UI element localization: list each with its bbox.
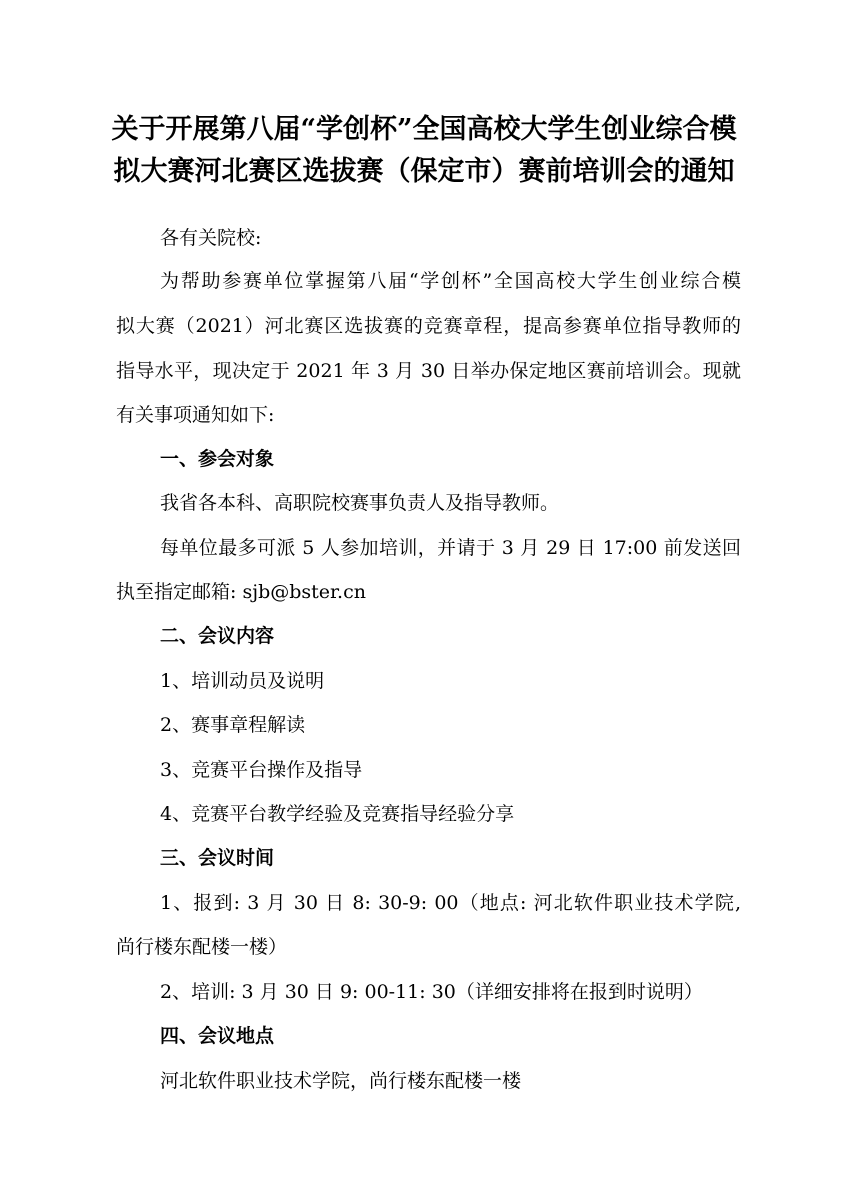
intro-line-2: 拟大赛（2021）河北赛区选拔赛的竞赛章程，提高参赛单位指导教师的 xyxy=(116,315,741,337)
section-2-item-3: 3、竞赛平台操作及指导 xyxy=(160,759,363,781)
section-2-item-2: 2、赛事章程解读 xyxy=(160,714,306,736)
salutation: 各有关院校: xyxy=(160,227,262,249)
section-4-paragraph: 河北软件职业技术学院，尚行楼东配楼一楼 xyxy=(160,1070,522,1092)
intro-line-3: 指导水平，现决定于 2021 年 3 月 30 日举办保定地区赛前培训会。现就 xyxy=(116,360,741,382)
title-line-1: 关于开展第八届“学创杯”全国高校大学生创业综合模 xyxy=(111,114,737,145)
section-3-item-1-line-1: 1、报到: 3 月 30 日 8: 30-9: 00（地点: 河北软件职业技术学院, xyxy=(160,892,741,914)
section-1-paragraph-1: 我省各本科、高职院校赛事负责人及指导教师。 xyxy=(160,492,560,514)
section-2-item-1: 1、培训动员及说明 xyxy=(160,670,325,692)
intro-line-4: 有关事项通知如下: xyxy=(116,404,275,426)
section-1-paragraph-2-line-2: 执至指定邮箱: sjb@bster.cn xyxy=(116,581,366,603)
section-2-heading: 二、会议内容 xyxy=(160,625,275,647)
section-1-paragraph-2-line-1: 每单位最多可派 5 人参加培训，并请于 3 月 29 日 17:00 前发送回 xyxy=(160,537,741,559)
section-2-item-4: 4、竞赛平台教学经验及竞赛指导经验分享 xyxy=(160,803,515,825)
section-3-item-1-line-2: 尚行楼东配楼一楼） xyxy=(116,936,288,958)
section-3-item-2: 2、培训: 3 月 30 日 9: 00-11: 30（详细安排将在报到时说明） xyxy=(160,981,703,1003)
section-1-heading: 一、参会对象 xyxy=(160,448,275,470)
section-3-heading: 三、会议时间 xyxy=(160,847,275,869)
intro-line-1: 为帮助参赛单位掌握第八届“学创杯”全国高校大学生创业综合模 xyxy=(160,270,741,292)
section-4-heading: 四、会议地点 xyxy=(160,1025,275,1047)
title-line-2: 拟大赛河北赛区选拔赛（保定市）赛前培训会的通知 xyxy=(113,156,735,187)
